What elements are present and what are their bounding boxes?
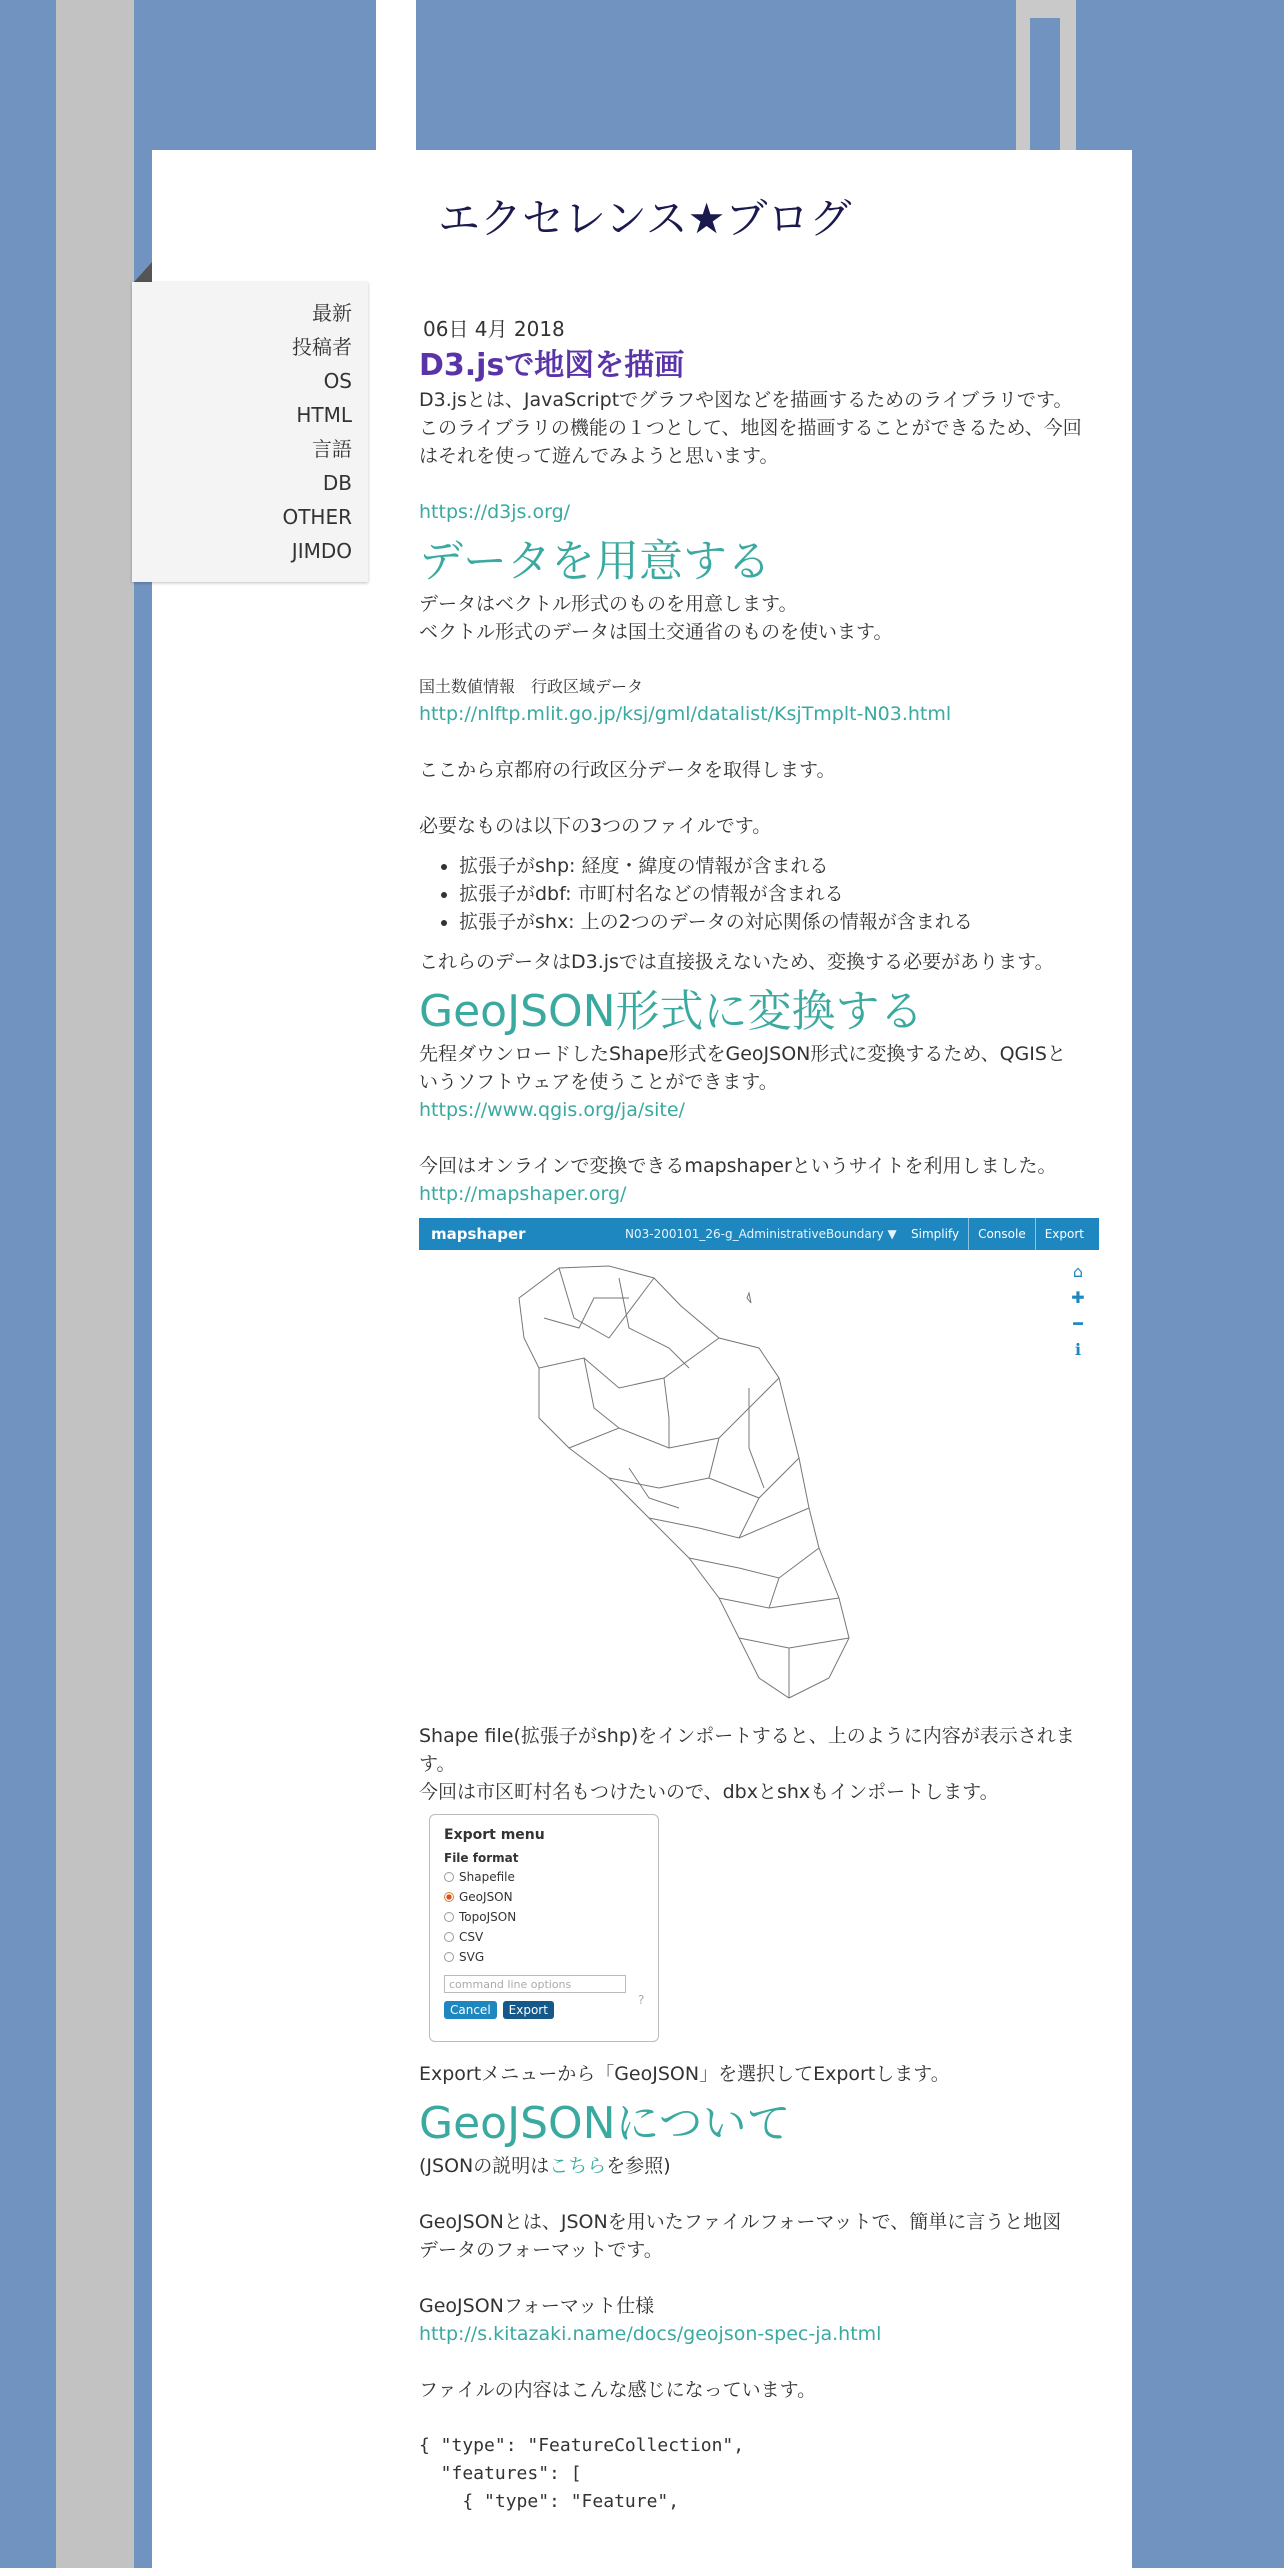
paragraph-line: ベクトル形式のデータは国土交通省のものを使います。 bbox=[419, 621, 893, 643]
section-heading: GeoJSONについて bbox=[419, 2098, 791, 2149]
paragraph-line: いうソフトウェアを使うことができます。 bbox=[419, 1071, 778, 1093]
paragraph-line: これらのデータはD3.jsでは直接扱えないため、変換する必要があります。 bbox=[419, 951, 1054, 973]
paragraph-line: 今回はオンラインで変換できるmapshaperというサイトを利用しました。 bbox=[419, 1155, 1057, 1177]
list-item: • 拡張子がshp: 経度・緯度の情報が含まれる bbox=[459, 852, 1099, 880]
radio-selected-icon bbox=[444, 1892, 454, 1902]
format-option-selected bbox=[444, 1887, 644, 1907]
paragraph-line: ファイルの内容はこんな感じになっています。 bbox=[419, 2379, 817, 2401]
mapshaper-screenshot bbox=[419, 1218, 1099, 1708]
post-content bbox=[419, 312, 1099, 2516]
paragraph-line: Shape file(拡張子がshp)をインポートすると、上のように内容が表示されま bbox=[419, 1725, 1075, 1747]
spec-label: GeoJSONフォーマット仕様 bbox=[419, 2295, 655, 2317]
list-item: • 拡張子がdbf: 市町村名などの情報が含まれる bbox=[459, 880, 1099, 908]
sidebar-item-db[interactable]: DB bbox=[322, 471, 352, 495]
paragraph-line: データのフォーマットです。 bbox=[419, 2239, 663, 2261]
source-link[interactable]: http://nlftp.mlit.go.jp/ksj/gml/datalist/KsjTmplt-N03.html bbox=[419, 703, 952, 725]
sidebar-item-latest[interactable]: 最新 bbox=[312, 301, 352, 325]
command-line-input: command line options bbox=[444, 1975, 626, 1993]
paragraph-line: Exportメニューから「GeoJSON」を選択してExportします。 bbox=[419, 2063, 950, 2085]
intro-line: このライブラリの機能の１つとして、地図を描画することができるため、今回 bbox=[419, 417, 1082, 439]
export-button: Export bbox=[503, 2001, 554, 2019]
section-heading: GeoJSON形式に変換する bbox=[419, 986, 924, 1037]
qgis-link[interactable]: https://www.qgis.org/ja/site/ bbox=[419, 1099, 685, 1121]
json-note bbox=[419, 2152, 1099, 2180]
sidebar-fold bbox=[134, 262, 152, 282]
radio-icon bbox=[444, 1932, 454, 1942]
code-block: { "type": "FeatureCollection", "features": [ { "type": "Feature", bbox=[419, 2435, 745, 2512]
format-option bbox=[444, 1867, 644, 1887]
spec-link[interactable]: http://s.kitazaki.name/docs/geojson-spec-ja.html bbox=[419, 2323, 882, 2345]
sidebar-item-other[interactable]: OTHER bbox=[282, 505, 352, 529]
json-note-suffix: を参照) bbox=[606, 2155, 671, 2177]
paragraph-line: 今回は市区町村名もつけたいので、dbxとshxもインポートします。 bbox=[419, 1781, 999, 1803]
zoom-in-icon: ✚ bbox=[1071, 1288, 1085, 1307]
section-heading: データを用意する bbox=[419, 536, 771, 587]
format-option-label: SVG bbox=[459, 1950, 485, 1964]
format-option bbox=[444, 1907, 644, 1927]
export-menu-panel bbox=[429, 1814, 659, 2042]
help-icon: ? bbox=[638, 1993, 645, 2007]
export-menu-screenshot bbox=[419, 1814, 1099, 2054]
background-stripe bbox=[56, 0, 134, 2568]
sidebar-item-language[interactable]: 言語 bbox=[312, 437, 352, 461]
sidebar-item-authors[interactable]: 投稿者 bbox=[292, 335, 352, 359]
format-option-label: CSV bbox=[459, 1930, 484, 1944]
background-frame-inner bbox=[1030, 18, 1060, 150]
paragraph-line: す。 bbox=[419, 1753, 456, 1775]
json-note-prefix: (JSONの説明は bbox=[419, 2155, 550, 2177]
menu-simplify: Simplify bbox=[911, 1227, 960, 1241]
radio-icon bbox=[444, 1912, 454, 1922]
paragraph-line: 必要なものは以下の3つのファイルです。 bbox=[419, 815, 772, 837]
format-option-label: TopoJSON bbox=[459, 1910, 517, 1924]
radio-icon bbox=[444, 1872, 454, 1882]
paragraph-line: ここから京都府の行政区分データを取得します。 bbox=[419, 759, 836, 781]
mapshaper-link[interactable]: http://mapshaper.org/ bbox=[419, 1183, 627, 1205]
menu-export: Export bbox=[1035, 1218, 1093, 1250]
menu-console: Console bbox=[968, 1218, 1035, 1250]
sidebar-item-html[interactable]: HTML bbox=[296, 403, 352, 427]
info-icon: ℹ bbox=[1074, 1340, 1082, 1359]
file-format-label: File format bbox=[444, 1851, 519, 1865]
json-link[interactable]: こちら bbox=[549, 2155, 607, 2177]
file-selector: N03-200101_26-g_AdministrativeBoundary ▼ bbox=[625, 1227, 897, 1241]
intro-line: D3.jsとは、JavaScriptでグラフや図などを描画するためのライブラリです。 bbox=[419, 389, 1073, 411]
post-title[interactable]: D3.jsで地図を描画 bbox=[419, 348, 685, 383]
paragraph-line: データはベクトル形式のものを用意します。 bbox=[419, 593, 798, 615]
sidebar-item-jimdo[interactable]: JIMDO bbox=[291, 539, 352, 563]
cancel-button: Cancel bbox=[444, 2001, 497, 2019]
sidebar-item-os[interactable]: OS bbox=[323, 369, 352, 393]
source-label: 国土数値情報 行政区域データ bbox=[419, 677, 644, 696]
format-option-label: GeoJSON bbox=[459, 1890, 513, 1904]
format-option bbox=[444, 1947, 644, 1967]
zoom-out-icon: ━ bbox=[1073, 1314, 1083, 1333]
mapshaper-logo: mapshaper bbox=[431, 1225, 526, 1243]
kyoto-map-image bbox=[419, 1218, 1099, 1708]
intro-line: はそれを使って遊んでみようと思います。 bbox=[419, 445, 779, 467]
d3-link[interactable]: https://d3js.org/ bbox=[419, 501, 571, 523]
format-option bbox=[444, 1927, 644, 1947]
export-menu-title: Export menu bbox=[444, 1827, 545, 1843]
home-icon: ⌂ bbox=[1072, 1262, 1084, 1281]
file-list bbox=[419, 852, 1099, 936]
sidebar-nav bbox=[132, 282, 368, 582]
site-title[interactable]: エクセレンス★ブログ bbox=[438, 194, 852, 243]
background-stripe-white bbox=[376, 0, 416, 150]
radio-icon bbox=[444, 1952, 454, 1962]
format-option-label: Shapefile bbox=[459, 1870, 515, 1884]
paragraph-line: GeoJSONとは、JSONを用いたファイルフォーマットで、簡単に言うと地図 bbox=[419, 2211, 1062, 2233]
post-date: 06日 4月 2018 bbox=[423, 317, 565, 341]
paragraph-line: 先程ダウンロードしたShape形式をGeoJSON形式に変換するため、QGISと bbox=[419, 1043, 1066, 1065]
list-item: • 拡張子がshx: 上の2つのデータの対応関係の情報が含まれる bbox=[459, 908, 1099, 936]
